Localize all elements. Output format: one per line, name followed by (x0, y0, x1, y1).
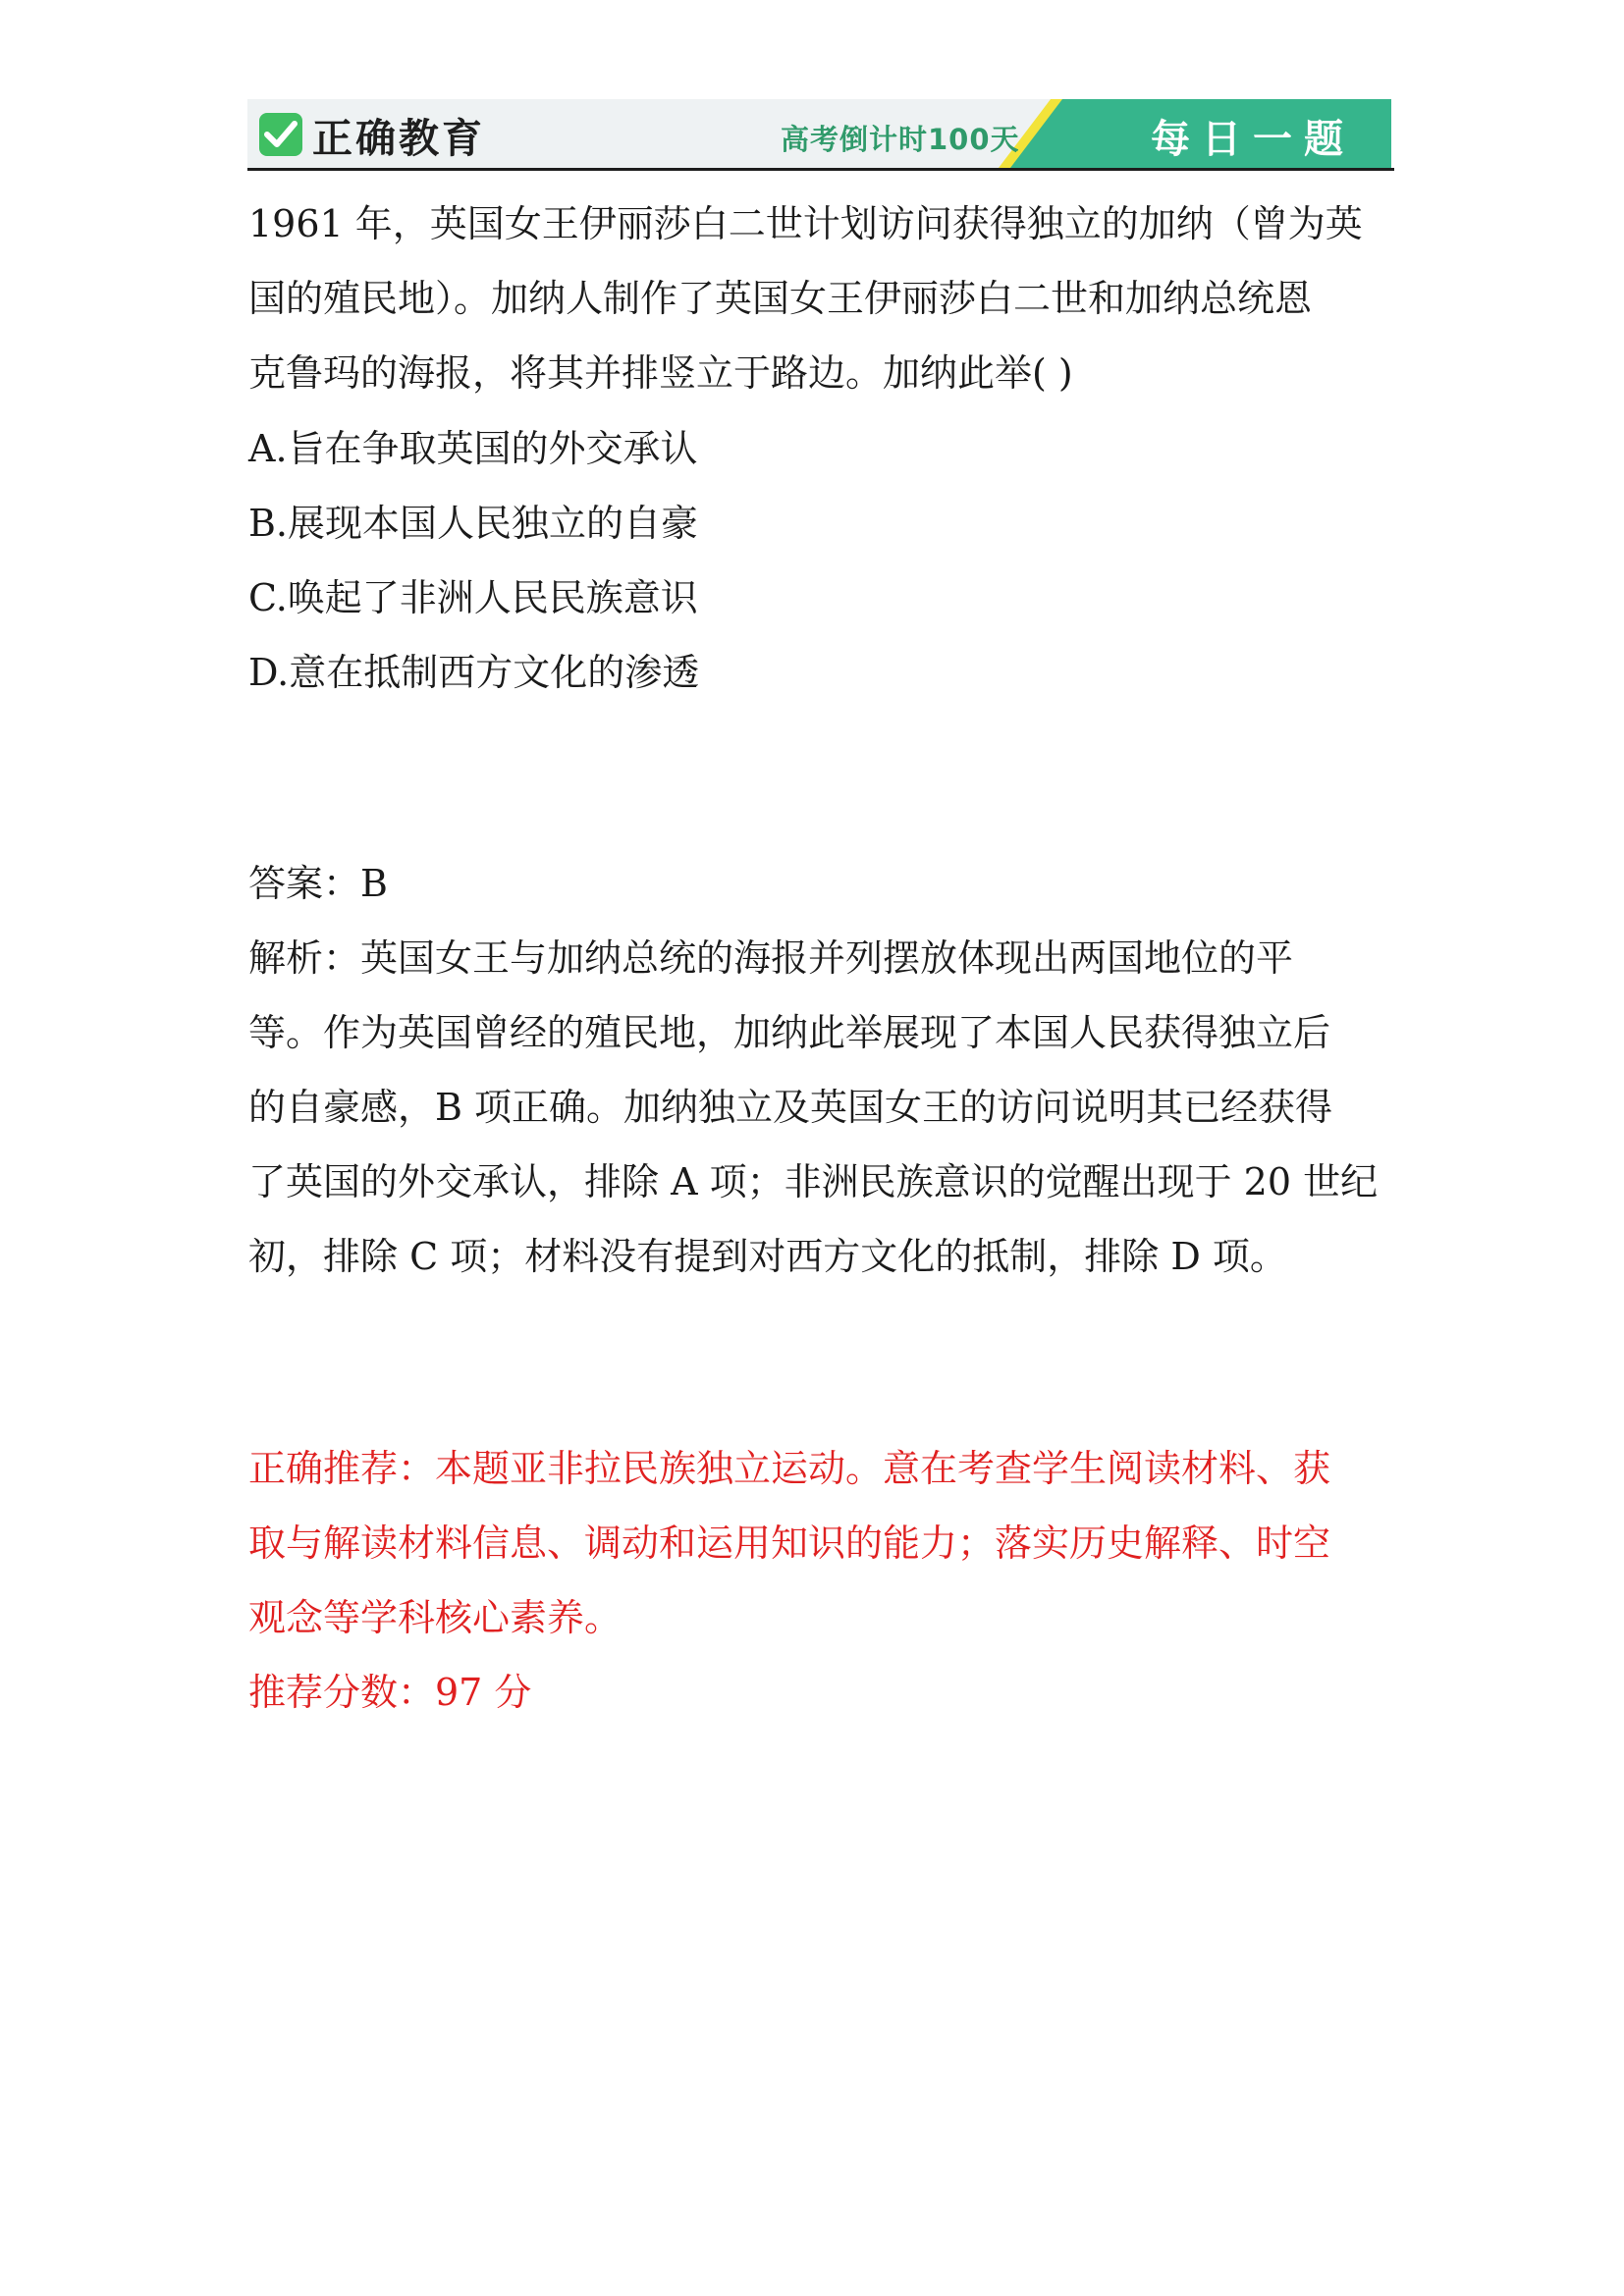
countdown-text: 高考倒计时100天 (781, 123, 1020, 156)
recommendation-line: 取与解读材料信息、调动和运用知识的能力；落实历史解释、时空 (248, 1522, 1331, 1565)
option-d: D.意在抵制西方文化的渗透 (248, 651, 700, 694)
option-b: B.展现本国人民独立的自豪 (248, 502, 699, 545)
analysis-line: 的自豪感，B 项正确。加纳独立及英国女王的访问说明其已经获得 (248, 1086, 1333, 1129)
recommendation-line: 观念等学科核心素养。 (248, 1596, 623, 1639)
question-stem-line: 国的殖民地）。加纳人制作了英国女王伊丽莎白二世和加纳总统恩 (248, 277, 1313, 320)
brand-logo (259, 110, 485, 162)
option-c: C.唤起了非洲人民民族意识 (248, 576, 698, 619)
recommendation-line: 正确推荐：本题亚非拉民族独立运动。意在考查学生阅读材料、获 (248, 1447, 1331, 1490)
check-icon (259, 113, 302, 156)
recommended-score: 推荐分数：97 分 (248, 1671, 532, 1714)
analysis-line: 解析：英国女王与加纳总统的海报并列摆放体现出两国地位的平 (248, 936, 1294, 980)
daily-question-label: 每日一题 (1151, 117, 1355, 162)
question-stem-line: 克鲁玛的海报，将其并排竖立于路边。加纳此举( ) (248, 351, 1073, 395)
brand-name: 正确教育 (312, 114, 485, 162)
option-a: A.旨在争取英国的外交承认 (248, 427, 698, 470)
answer-line: 答案：B (248, 862, 388, 905)
analysis-line: 了英国的外交承认，排除 A 项；非洲民族意识的觉醒出现于 20 世纪 (248, 1160, 1379, 1203)
analysis-line: 等。作为英国曾经的殖民地，加纳此举展现了本国人民获得独立后 (248, 1011, 1331, 1054)
question-stem-line: 1961 年，英国女王伊丽莎白二世计划访问获得独立的加纳（曾为英 (248, 202, 1363, 245)
analysis-line: 初，排除 C 项；材料没有提到对西方文化的抵制，排除 D 项。 (248, 1235, 1287, 1278)
header-divider (247, 168, 1394, 171)
